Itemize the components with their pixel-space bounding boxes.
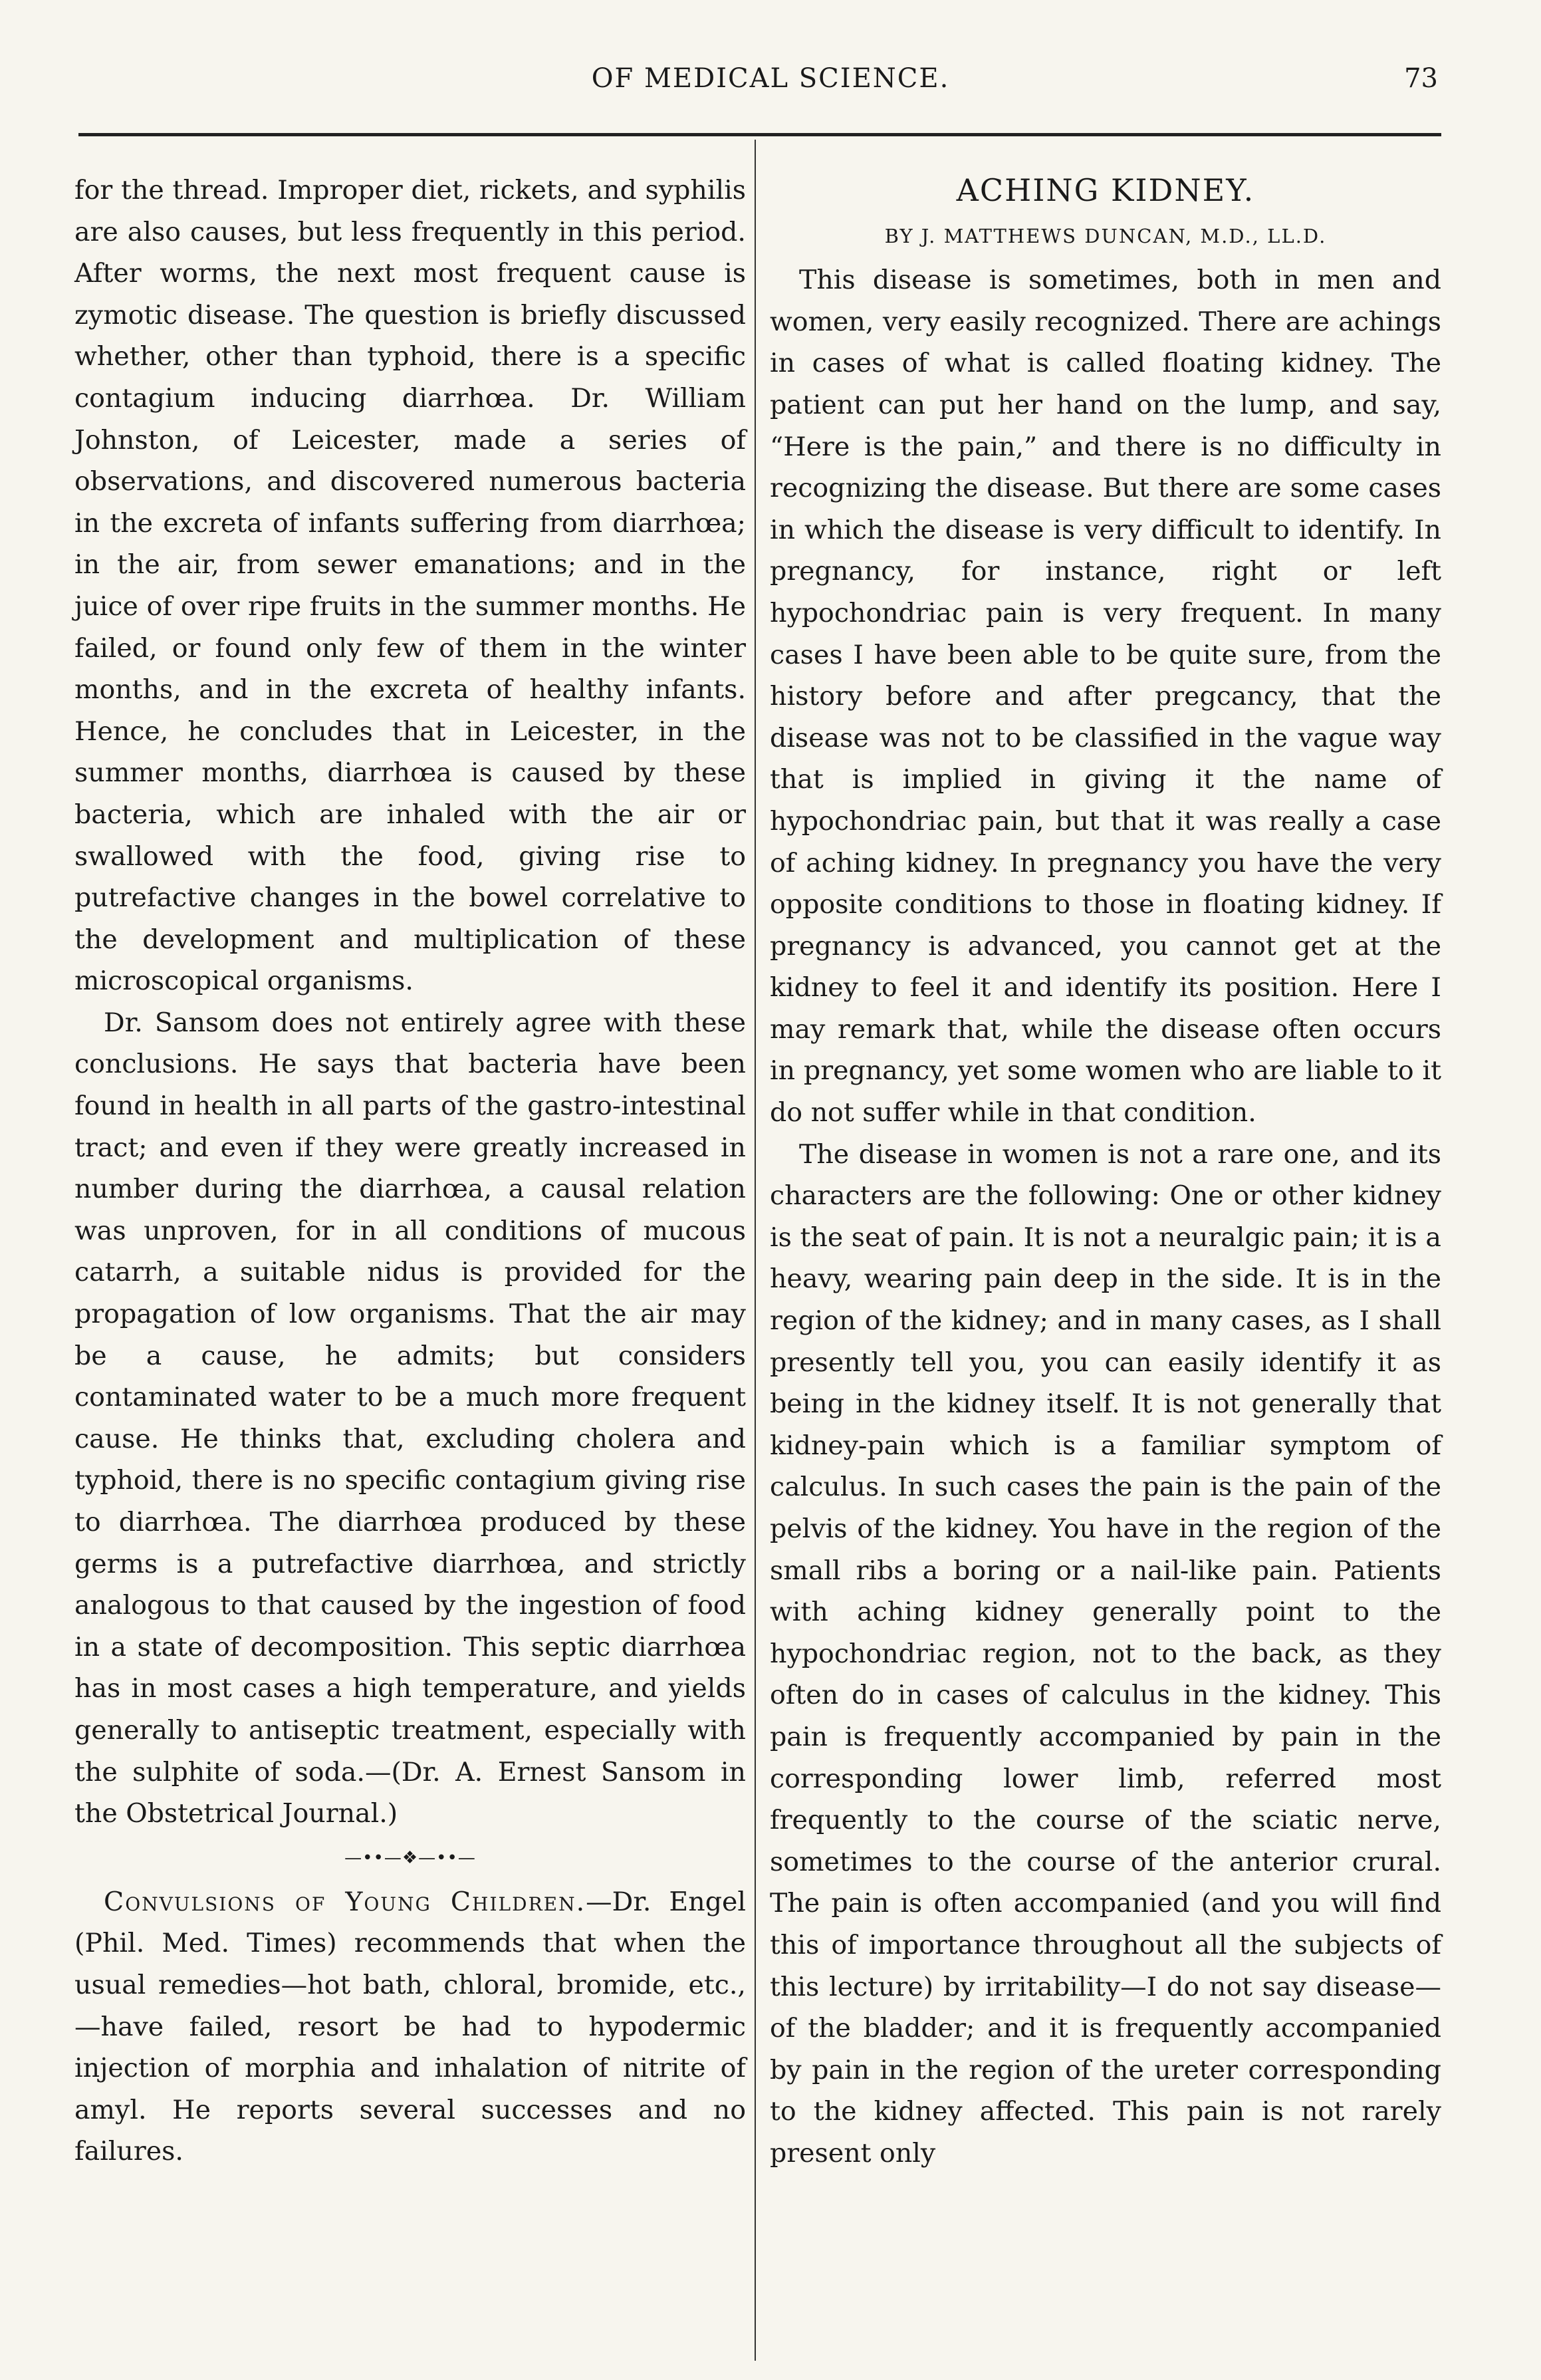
right-column — [770, 170, 1441, 2175]
convulsions-heading: Convulsions of Young Children. — [104, 1886, 586, 1917]
page-number: 73 — [1404, 63, 1438, 94]
article-heading: ACHING KIDNEY. — [956, 172, 1255, 208]
left-paragraph-3 — [74, 1881, 746, 2173]
running-head — [0, 63, 1541, 103]
left-paragraph-2: Dr. Sansom does not entirely agree with these conclusions. He says that bacteria have been found in health in all parts of the gastro-intestinal tract; and even if they were greatly increased in number during the diarrhœa, a causal relation was unproven, for in all conditions of mucous catarrh, a suitable nidus is provided for the propagation of low organisms. That the air may be a cause, he admits; but considers contaminated water to be a much more frequent cause. He thinks that, excluding cholera and typhoid, there is no specific contagium giving rise to diarrhœa. The diarrhœa produced by these germs is a putrefactive diarrhœa, and strictly analogous to that caused by the ingestion of food in a state of decomposition. This septic diarrhœa has in most cases a high temperature, and yields generally to antiseptic treatment, especially with the sulphite of soda.—(Dr. A. Ernest Sansom in the Obstetrical Journal.) — [74, 1007, 746, 1829]
left-paragraph-1: for the thread. Improper diet, rickets, and syphilis are also causes, but less frequently in this period. After worms, the next most frequent cause is zymotic disease. The question is briefly discussed whether, other than typhoid, there is a specific contagium inducing diarrhœa. Dr. William Johnston, of Leicester, made a series of observations, and discovered numerous bacteria in the excreta of infants suffering from diarrhœa; in the air, from sewer emanations; and in the juice of over ripe fruits in the summer months. He failed, or found only few of them in the winter months, and in the excreta of healthy infants. Hence, he concludes that in Leicester, in the summer months, diarrhœa is caused by these bacteria, which are inhaled with the air or swallowed with the food, giving rise to putrefactive changes in the bowel correlative to the development and multiplication of these microscopical organisms. — [74, 175, 746, 997]
right-paragraph-2: The disease in women is not a rare one, and its characters are the following: One or other kidney is the seat of pain. It is not a neuralgic pain; it is a heavy, wearing pain deep in the side. It is in the region of the kidney; and in many cases, as I shall presently tell you, you can easily identify it as being in the kidney itself. It is not generally that kidney-pain which is a familiar symptom of calculus. In such cases the pain is the pain of the pelvis of the kidney. You have in the region of the small ribs a boring or a nail-like pain. Patients with aching kidney generally point to the hypochondriac region, not to the back, as they often do in cases of calculus in the kidney. This pain is frequently accompanied by pain in the corresponding lower limb, referred most frequently to the course of the sciatic nerve, sometimes to the course of the anterior crural. The pain is often accompanied (and you will find this of importance throughout all the subjects of this lecture) by irritability—I do not say disease—of the bladder; and it is frequently accompanied by pain in the region of the ureter corresponding to the kidney affected. This pain is not rarely present only — [770, 1138, 1441, 2169]
right-paragraph-1: This disease is sometimes, both in men and women, very easily recognized. There are achings in cases of what is called floating kidney. The patient can put her hand on the lump, and say, “Here is the pain,” and there is no difficulty in recognizing the disease. But there are some cases in which the disease is very difficult to identify. In pregnancy, for instance, right or left hypochondriac pain is very frequent. In many cases I have been able to be quite sure, from the history before and after pregcancy, that the disease was not to be classified in the vague way that is implied in giving it the name of hypochondriac pain, but that it was really a case of aching kidney. In pregnancy you have the very opposite conditions to those in floating kidney. If pregnancy is advanced, you cannot get at the kidney to feel it and identify its position. Here I may remark that, while the disease often occurs in pregnancy, yet some women who are liable to it do not suffer while in that condition. — [770, 265, 1441, 1128]
article-byline: BY J. MATTHEWS DUNCAN, M.D., LL.D. — [884, 224, 1327, 247]
header-rule — [78, 133, 1441, 136]
section-divider-ornament: —••—❖—••— — [344, 1847, 476, 1868]
left-column — [74, 170, 746, 2173]
convulsions-text: —Dr. Engel (Phil. Med. Times) recommends that when the usual remedies—hot bath, chloral, bromide, etc.,—have failed, resort be had to hypodermic injection of morphia and inhalation of nitrite of amyl. He reports several successes and no failures. — [74, 1886, 746, 2167]
running-title: OF MEDICAL SCIENCE. — [591, 63, 950, 94]
column-rule — [755, 140, 756, 2361]
